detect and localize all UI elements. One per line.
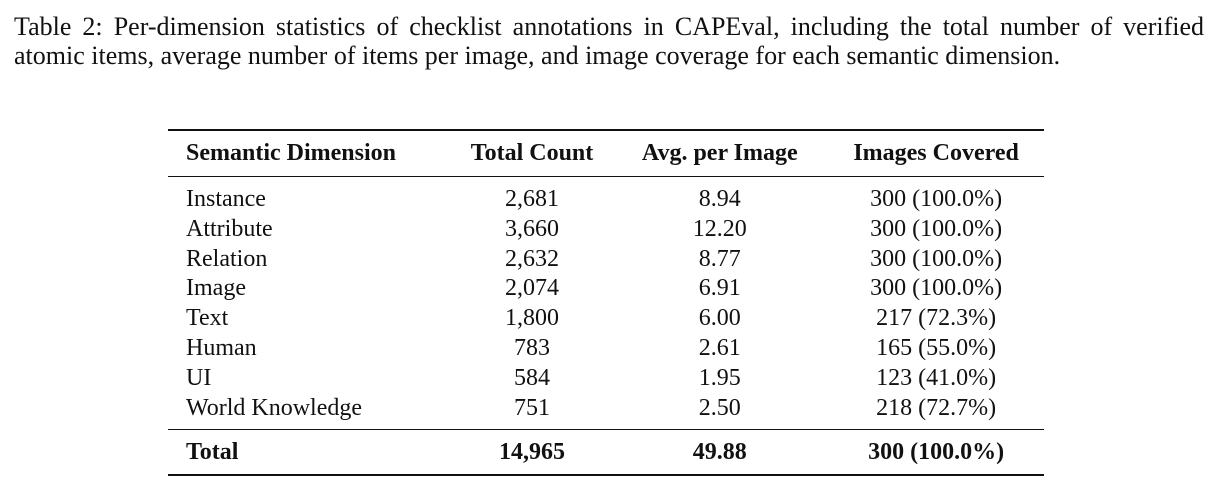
cell-total-count: 751	[514, 394, 551, 421]
table-row	[168, 177, 1044, 215]
cell-dimension: Image	[186, 275, 246, 302]
cell-images-covered: 300 (100.0%)	[870, 186, 1003, 212]
cell-dimension: UI	[186, 364, 212, 391]
cell-avg-per-image: 1.95	[698, 364, 741, 391]
cell-avg-per-image: 12.20	[692, 215, 747, 242]
total-avg-per-image: 49.88	[692, 438, 747, 465]
cell-avg-per-image: 2.61	[698, 334, 741, 361]
cell-total-count: 3,660	[505, 215, 560, 242]
cell-images-covered: 217 (72.3%)	[876, 305, 997, 332]
total-count: 14,965	[499, 438, 566, 465]
cell-total-count: 584	[514, 364, 551, 391]
total-images-covered: 300 (100.0%)	[868, 438, 1005, 465]
table-row	[168, 245, 1044, 275]
header-images-covered: Images Covered	[853, 140, 1019, 166]
header-semantic-dimension: Semantic Dimension	[186, 140, 396, 166]
cell-total-count: 2,074	[505, 275, 560, 302]
cell-dimension: Text	[186, 305, 229, 332]
cell-images-covered: 218 (72.7%)	[876, 394, 997, 421]
cell-total-count: 2,632	[505, 245, 560, 272]
cell-images-covered: 165 (55.0%)	[876, 334, 997, 361]
cell-images-covered: 300 (100.0%)	[870, 245, 1003, 272]
table-body	[168, 177, 1044, 430]
cell-avg-per-image: 6.91	[698, 275, 741, 302]
cell-total-count: 2,681	[505, 186, 560, 212]
statistics-table	[168, 129, 1044, 476]
cell-avg-per-image: 6.00	[698, 305, 741, 332]
total-label: Total	[186, 438, 239, 465]
cell-dimension: Instance	[186, 186, 266, 212]
table-row	[168, 304, 1044, 334]
table-row	[168, 274, 1044, 304]
cell-images-covered: 300 (100.0%)	[870, 215, 1003, 242]
header-avg-per-image: Avg. per Image	[641, 140, 798, 166]
statistics-table-container	[168, 129, 1044, 476]
cell-images-covered: 300 (100.0%)	[870, 275, 1003, 302]
cell-total-count: 1,800	[505, 305, 560, 332]
table-row	[168, 364, 1044, 394]
table-row	[168, 215, 1044, 245]
cell-total-count: 783	[514, 334, 551, 361]
table-caption: Table 2: Per-dimension statistics of checklist annotations in CAPEval, including the total number of verified atomic items, average number of items per image, and image coverage for each semantic dimension.	[14, 12, 1204, 70]
cell-dimension: World Knowledge	[186, 394, 363, 421]
table-row	[168, 394, 1044, 430]
table-header	[168, 130, 1044, 177]
table-footer	[168, 430, 1044, 476]
table-row	[168, 334, 1044, 364]
cell-images-covered: 123 (41.0%)	[876, 364, 997, 391]
cell-dimension: Attribute	[186, 215, 273, 242]
cell-dimension: Human	[186, 334, 257, 361]
cell-dimension: Relation	[186, 245, 268, 272]
header-total-count: Total Count	[470, 140, 594, 166]
header-row	[168, 130, 1044, 177]
cell-avg-per-image: 2.50	[698, 394, 741, 421]
cell-avg-per-image: 8.77	[698, 245, 741, 272]
cell-avg-per-image: 8.94	[698, 186, 741, 212]
total-row	[168, 430, 1044, 476]
